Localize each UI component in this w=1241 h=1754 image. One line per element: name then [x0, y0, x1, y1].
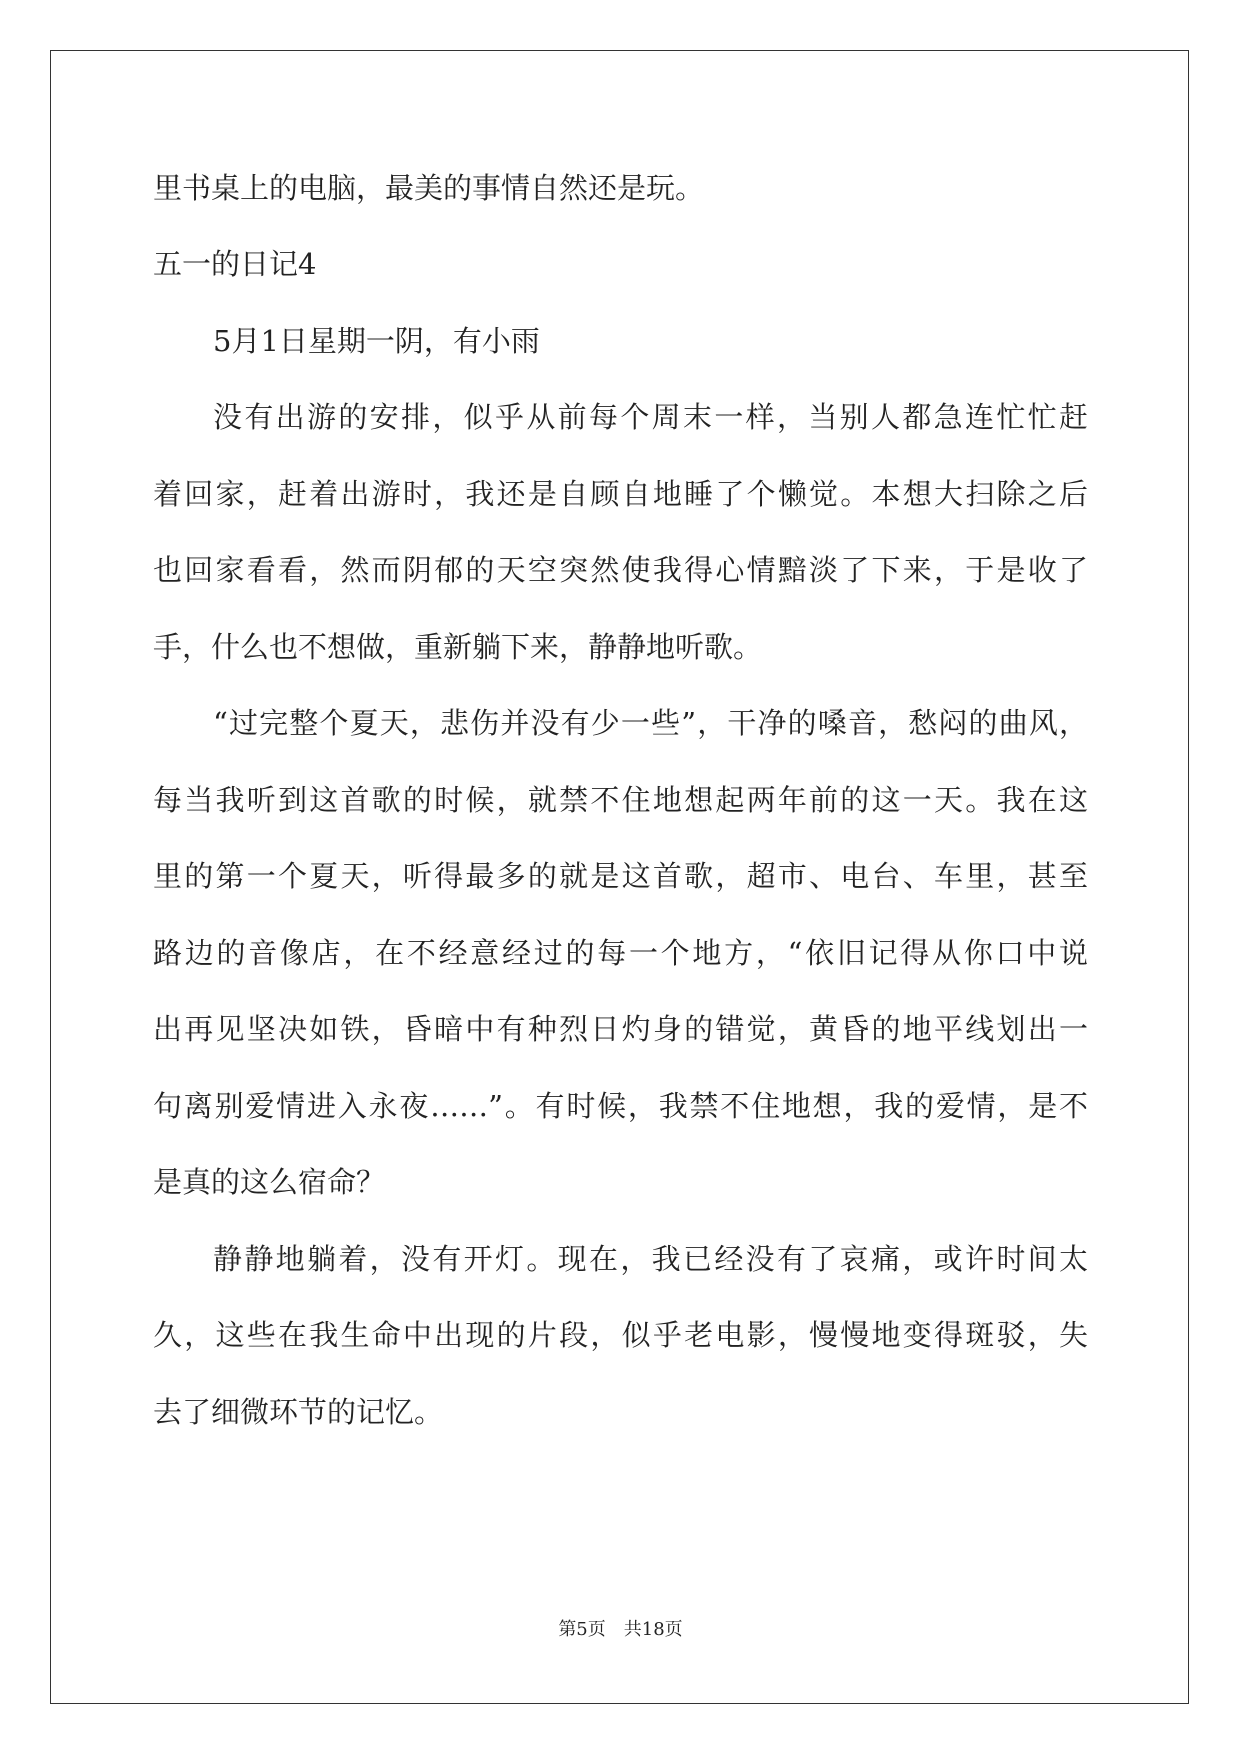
text-line: 久，这些在我生命中出现的片段，似乎老电影，慢慢地变得斑驳，失: [153, 1318, 1088, 1352]
text-line: 没有出游的安排，似乎从前每个周末一样，当别人都急连忙忙赶: [213, 400, 1088, 434]
diary-date-line: 5月1日星期一阴，有小雨: [213, 324, 540, 358]
text-line: 是真的这么宿命？: [153, 1165, 386, 1199]
text-line: 句离别爱情进入永夜……”。有时候，我禁不住地想，我的爱情，是不: [153, 1089, 1088, 1123]
text-line: 静静地躺着，没有开灯。现在，我已经没有了哀痛，或许时间太: [213, 1242, 1088, 1276]
text-line: 每当我听到这首歌的时候，就禁不住地想起两年前的这一天。我在这: [153, 783, 1088, 817]
text-line: “过完整个夏天，悲伤并没有少一些”，干净的嗓音，愁闷的曲风，: [213, 706, 1088, 740]
page-number: 第5页 共18页: [558, 1619, 683, 1640]
section-heading: 五一的日记4: [153, 247, 317, 281]
text-line: 着回家，赶着出游时，我还是自顾自地睡了个懒觉。本想大扫除之后: [153, 477, 1088, 511]
text-line: 里的第一个夏天，听得最多的就是这首歌，超市、电台、车里，甚至: [153, 859, 1088, 893]
text-line: 里书桌上的电脑，最美的事情自然还是玩。: [153, 171, 705, 205]
text-line: 路边的音像店，在不经意经过的每一个地方，“依旧记得从你口中说: [153, 936, 1088, 970]
text-line: 也回家看看，然而阴郁的天空突然使我得心情黯淡了下来，于是收了: [153, 553, 1088, 587]
text-line: 手，什么也不想做，重新躺下来，静静地听歌。: [153, 630, 763, 664]
text-line: 出再见坚决如铁，昏暗中有种烈日灼身的错觉，黄昏的地平线划出一: [153, 1012, 1088, 1046]
text-line: 去了细微环节的记忆。: [153, 1395, 444, 1429]
